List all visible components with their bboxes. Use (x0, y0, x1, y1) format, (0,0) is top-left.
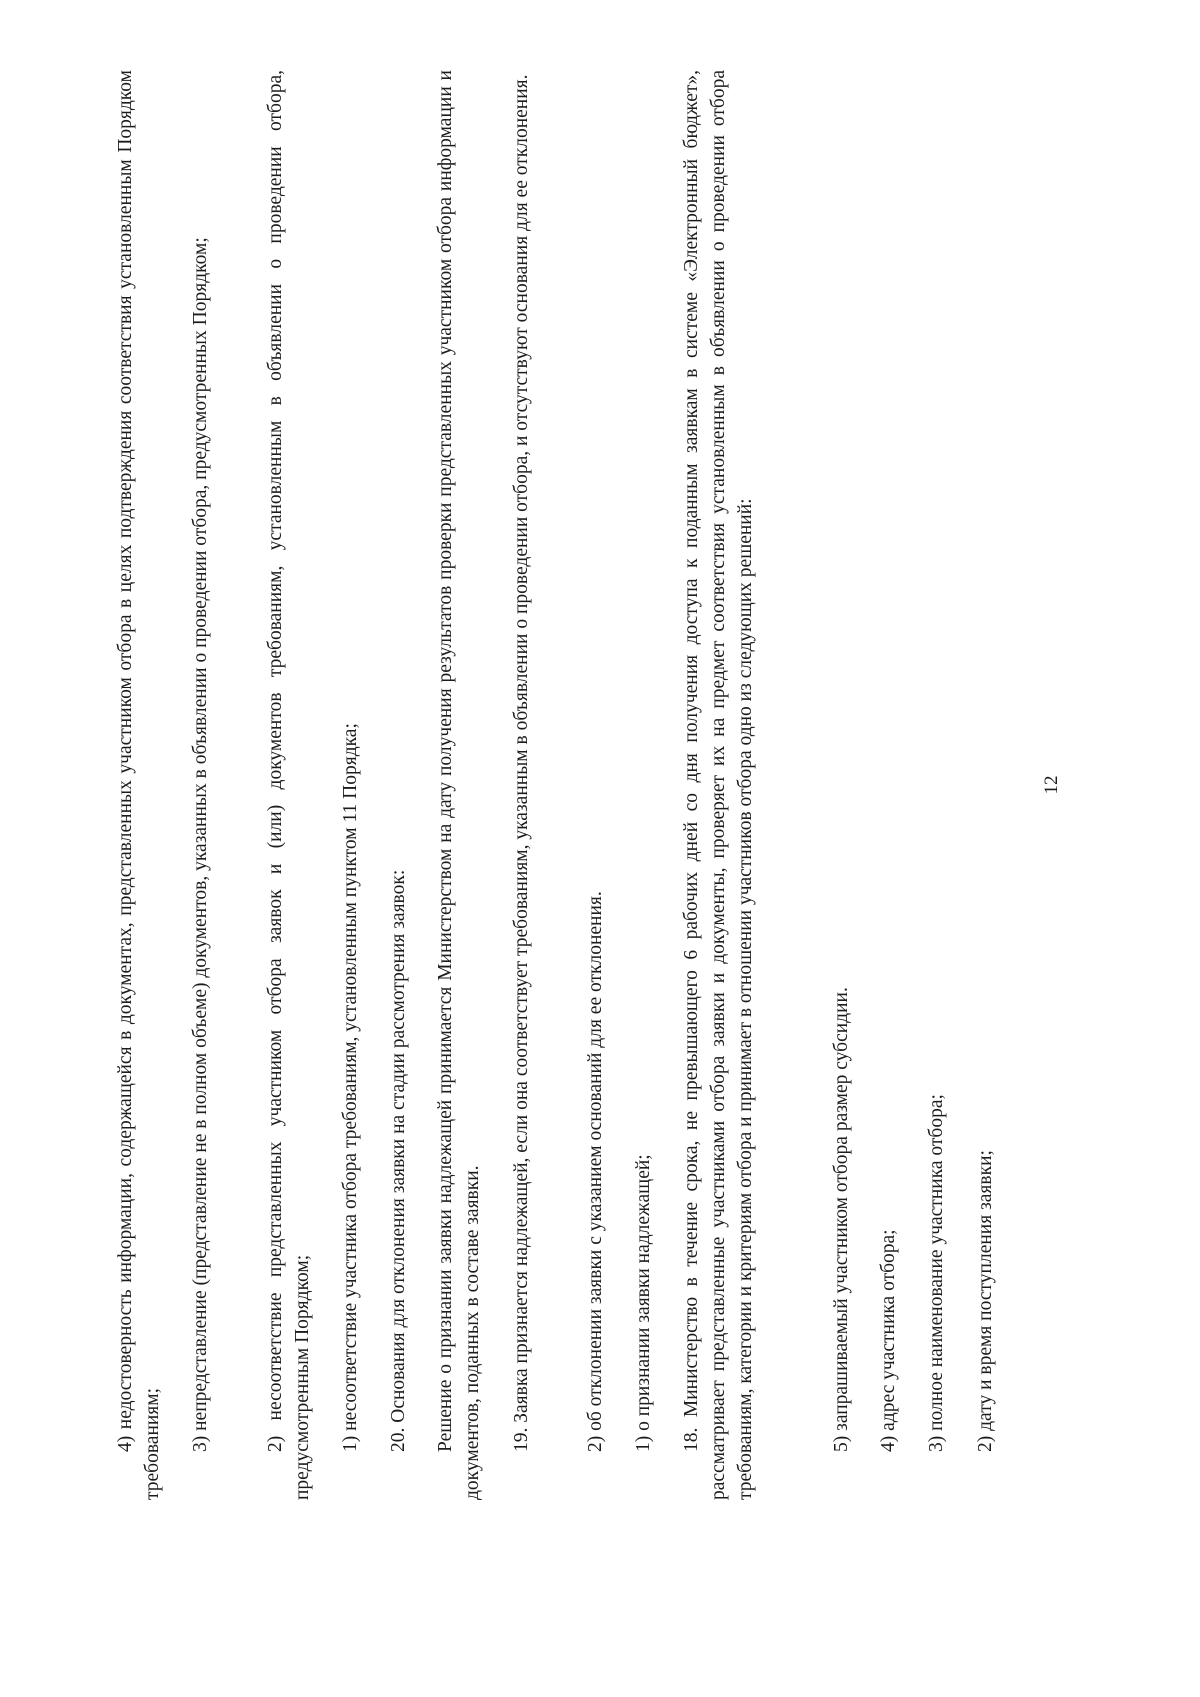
paragraph-decision-note: Решение о признании заявки надлежащей принимается Министерством на дату получения результатов проверки представленных участником отбора информации и документов, поданных в составе заявки. (435, 70, 483, 1500)
paragraph-clause-18: 18. Министерство в течение срока, не превышающего 6 рабочих дней со дня получения доступа к поданным заявкам в системе «Электронный бюджет», рассматривает представленные участниками отбора заявки и документы, проверяет их на предмет соответствия установленным в объявлении о проведении отбора требованиям, категории и критериям отбора и принимает в отношении участников отбора одно из следующих решений: (681, 70, 756, 1500)
paragraph-reason-4: 4) недостоверность информации, содержащейся в документах, представленных участником отбора в целях подтверждения соответствия установленным Порядком требованиям; (115, 70, 163, 1500)
paragraph-item-4: 4) адрес участника отбора; (878, 1229, 899, 1452)
rotated-document-page (100, 70, 1080, 1500)
paragraph-reason-3: 3) непредставление (представление не в полном объеме) документов, указанных в объявлении о проведении отбора, предусмотренных Порядком; (190, 237, 211, 1452)
paragraph-reason-1: 1) несоответствие участника отбора требованиям, установленным пунктом 11 Порядка; (340, 723, 361, 1452)
page-number: 12 (1041, 775, 1062, 795)
scan-edge-mark (0, 1660, 120, 1680)
paragraph-item-3: 3) полное наименование участника отбора; (926, 1094, 947, 1452)
paragraph-reason-2: 2) несоответствие представленных участником отбора заявок и (или) документов требованиям, установленным в объявлении о проведении отбора, предусмотренным Порядком; (265, 70, 313, 1500)
paragraph-clause-20: 20. Основания для отклонения заявки на стадии рассмотрения заявок: (388, 869, 409, 1452)
paragraph-clause-19: 19. Заявка признается надлежащей, если она соответствует требованиям, указанным в объявлении о проведении отбора, и отсутствуют основания для ее отклонения. (511, 74, 532, 1452)
paragraph-item-5: 5) запрашиваемый участником отбора размер субсидии. (831, 987, 852, 1452)
paragraph-decision-2: 2) об отклонении заявки с указанием оснований для ее отклонения. (585, 891, 606, 1452)
document-body (100, 70, 1020, 1500)
paragraph-decision-1: 1) о признании заявки надлежащей; (633, 1154, 654, 1452)
paragraph-item-2: 2) дату и время поступления заявки; (975, 1150, 996, 1452)
